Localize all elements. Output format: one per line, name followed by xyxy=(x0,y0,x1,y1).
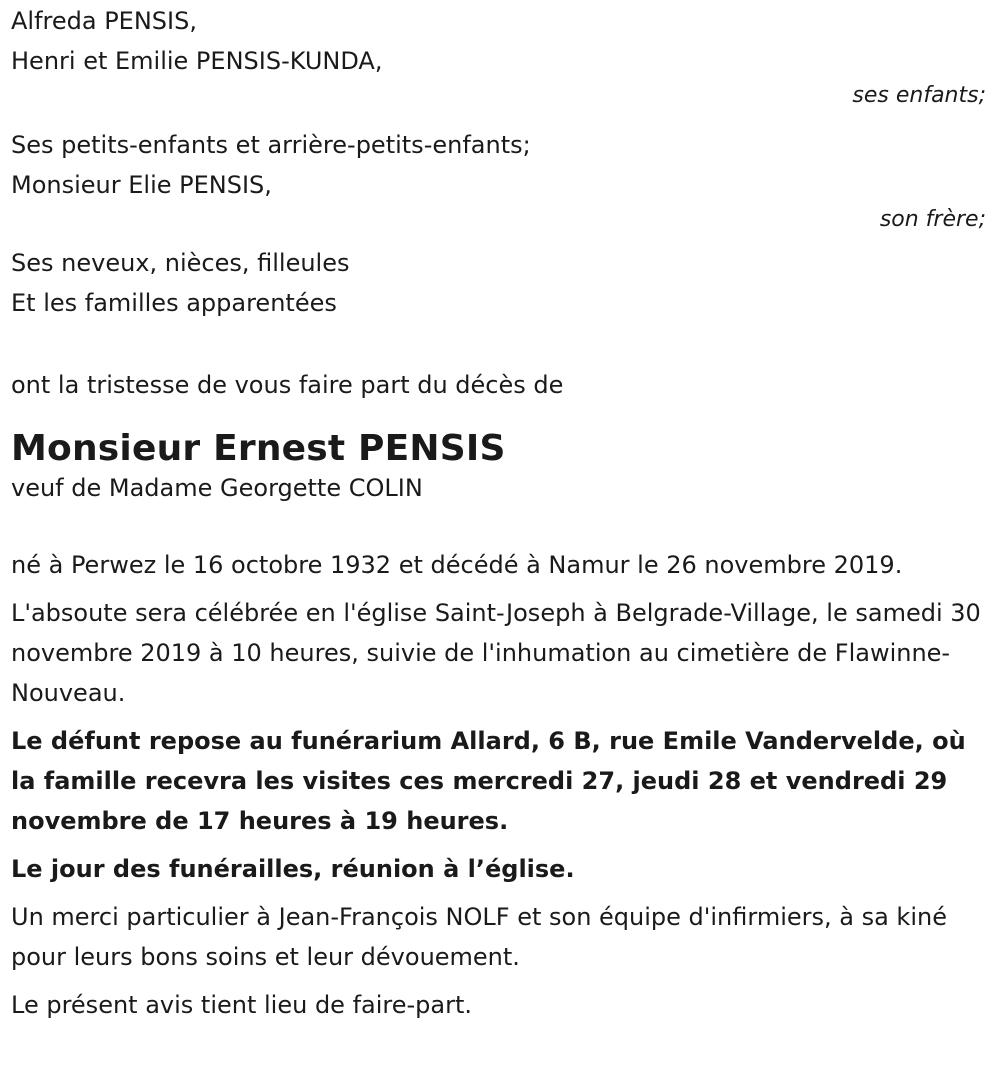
thanks-text: Un merci particulier à Jean-François NOLF et son équipe d'infirmiers, à sa kiné pour leurs bons soins et leur dévouement. xyxy=(11,903,947,971)
funeral-day-text: Le jour des funérailles, réunion à l’église. xyxy=(11,855,575,883)
child-name: Henri et Emilie PENSIS-KUNDA, xyxy=(11,47,383,75)
extended-family-line: Et les familles apparentées xyxy=(11,289,337,317)
closing-text: Le présent avis tient lieu de faire-part. xyxy=(11,991,473,1019)
deceased-name: Monsieur Ernest PENSIS xyxy=(11,428,506,469)
children-group xyxy=(11,0,988,111)
announcement-text: ont la tristesse de vous faire part du décès de xyxy=(11,371,564,399)
grandchildren-line: Ses petits-enfants et arrière-petits-enfants; xyxy=(11,131,531,159)
ceremony-text: L'absoute sera célébrée en l'église Saint-Joseph à Belgrade-Village, le samedi 30 novembre 2019 à 10 heures, suivie de l'inhumation au cimetière de Flawinne-Nouveau. xyxy=(11,599,981,707)
extended-family-line: Ses neveux, nièces, filleules xyxy=(11,249,350,277)
visitation-text: Le défunt repose au funérarium Allard, 6 B, rue Emile Vandervelde, où la famille recevra les visites ces mercredi 27, jeudi 28 et vendredi 29 novembre de 17 heures à 19 heures. xyxy=(11,727,966,835)
birth-death-text: né à Perwez le 16 octobre 1932 et décédé à Namur le 26 novembre 2019. xyxy=(11,551,903,579)
extended-family-group xyxy=(11,243,988,323)
brother-name: Monsieur Elie PENSIS, xyxy=(11,171,272,199)
brother-relation: son frère; xyxy=(879,207,986,232)
widow-of: veuf de Madame Georgette COLIN xyxy=(11,474,423,502)
grandchildren-brother-group xyxy=(11,125,988,235)
child-name: Alfreda PENSIS, xyxy=(11,7,197,35)
children-relation: ses enfants; xyxy=(852,83,986,108)
